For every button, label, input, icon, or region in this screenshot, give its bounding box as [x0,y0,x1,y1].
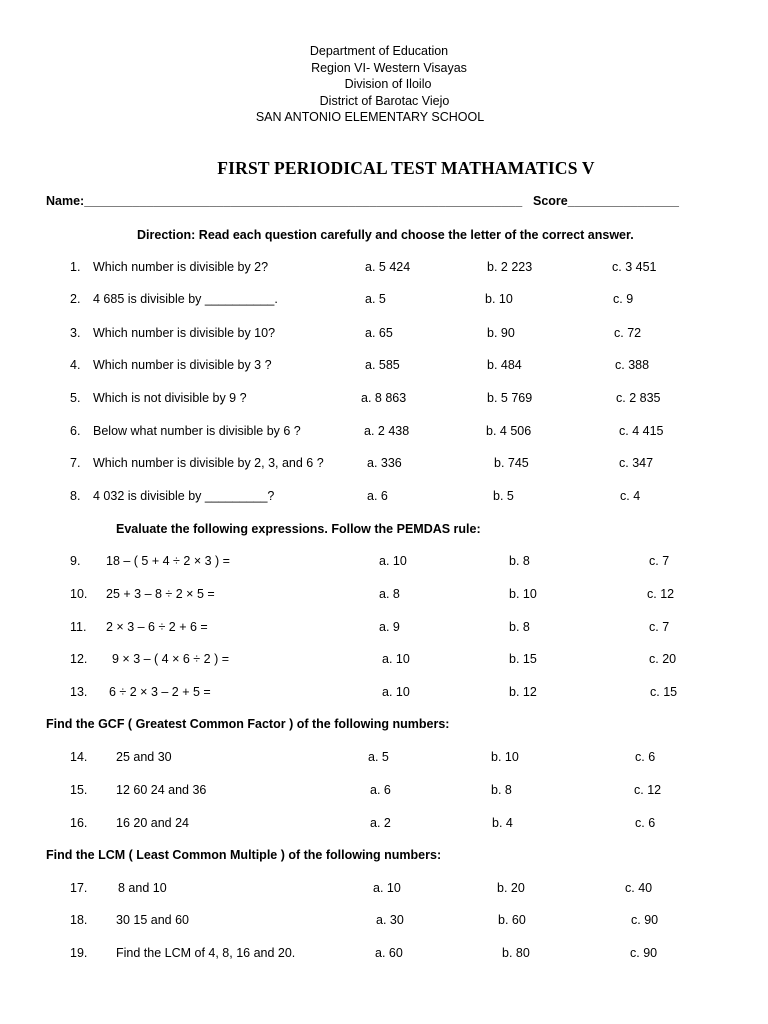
question-text: 4 032 is divisible by _________? [93,489,275,503]
question-number: 5. [70,391,81,405]
question-number: 13. [70,685,88,699]
question-text: Which is not divisible by 9 ? [93,391,247,405]
choice-a: a. 336 [367,456,402,470]
choice-a: a. 9 [379,620,400,634]
choice-c: c. 90 [630,946,658,960]
choice-c: c. 12 [647,587,675,601]
question-row [0,652,768,670]
choice-a: a. 2 [370,816,391,830]
question-row [0,750,768,768]
choice-a: a. 8 [379,587,400,601]
choice-c: c. 7 [649,554,670,568]
question-number: 6. [70,424,81,438]
question-row [0,587,768,605]
choice-b: b. 12 [509,685,537,699]
question-number: 10. [70,587,88,601]
question-number: 9. [70,554,81,568]
question-text: 2 × 3 – 6 ÷ 2 + 6 = [106,620,208,634]
question-text: Which number is divisible by 2? [93,260,269,274]
header-line-region: Region VI- Western Visayas [311,60,467,75]
choice-a: a. 10 [379,554,407,568]
section-heading-lcm: Find the LCM ( Least Common Multiple ) of the following numbers: [46,848,442,862]
choice-b: b. 10 [485,292,513,306]
question-number: 15. [70,783,88,797]
choice-c: c. 3 451 [612,260,657,274]
choice-b: b. 10 [509,587,537,601]
choice-a: a. 5 [365,292,386,306]
directions: Direction: Read each question carefully and choose the letter of the correct answer. [137,228,634,242]
choice-a: a. 65 [365,326,393,340]
choice-b: b. 15 [509,652,537,666]
question-row [0,489,768,507]
question-text: 25 and 30 [116,750,172,764]
choice-a: a. 8 863 [361,391,407,405]
question-row [0,554,768,572]
section-heading-gcf: Find the GCF ( Greatest Common Factor ) of the following numbers: [46,717,450,731]
choice-c: c. 4 [620,489,641,503]
choice-b: b. 8 [491,783,512,797]
choice-b: b. 2 223 [487,260,533,274]
question-text: Which number is divisible by 3 ? [93,358,272,372]
question-row [0,391,768,409]
header-line-department: Department of Education [309,44,449,58]
header-line-district: District of Barotac Viejo [319,93,450,108]
choice-c: c. 388 [615,358,650,372]
question-text: 4 685 is divisible by __________. [93,292,278,306]
choice-a: a. 5 424 [365,260,411,274]
choice-c: c. 12 [634,783,662,797]
question-number: 3. [70,326,81,340]
question-text: 16 20 and 24 [116,816,189,830]
question-row [0,816,768,834]
choice-c: c. 20 [649,652,677,666]
question-text: 18 – ( 5 + 4 ÷ 2 × 3 ) = [106,554,230,568]
choice-a: a. 10 [382,652,410,666]
choice-b: b. 4 [492,816,513,830]
choice-c: c. 7 [649,620,670,634]
choice-a: a. 60 [375,946,403,960]
question-text: 9 × 3 – ( 4 × 6 ÷ 2 ) = [112,652,229,666]
question-number: 17. [70,881,88,895]
question-text: 12 60 24 and 36 [116,783,207,797]
question-row [0,620,768,638]
choice-c: c. 6 [635,750,656,764]
question-text: Find the LCM of 4, 8, 16 and 20. [116,946,296,960]
question-row [0,946,768,964]
question-row [0,685,768,703]
choice-c: c. 4 415 [619,424,664,438]
name-field: Name:_______________________________________________________________ [46,194,523,208]
question-number: 18. [70,913,88,927]
question-row [0,326,768,344]
question-number: 14. [70,750,88,764]
question-number: 8. [70,489,81,503]
test-title: FIRST PERIODICAL TEST MATHAMATICS V [217,158,595,178]
choice-a: a. 2 438 [364,424,410,438]
question-row [0,260,768,278]
header-line-school: SAN ANTONIO ELEMENTARY SCHOOL [255,110,485,124]
choice-a: a. 5 [368,750,389,764]
choice-c: c. 6 [635,816,656,830]
question-text: 8 and 10 [118,881,167,895]
choice-b: b. 20 [497,881,525,895]
choice-c: c. 9 [613,292,634,306]
question-number: 2. [70,292,81,306]
choice-a: a. 30 [376,913,404,927]
choice-a: a. 585 [365,358,400,372]
choice-a: a. 6 [367,489,388,503]
choice-a: a. 10 [382,685,410,699]
choice-c: c. 347 [619,456,654,470]
choice-b: b. 484 [487,358,522,372]
question-number: 16. [70,816,88,830]
question-row [0,456,768,474]
question-number: 1. [70,260,81,274]
question-row [0,881,768,899]
choice-c: c. 72 [614,326,642,340]
header-line-division: Division of Iloilo [344,77,432,91]
question-text: 6 ÷ 2 × 3 – 2 + 5 = [109,685,211,699]
question-row [0,358,768,376]
choice-b: b. 5 [493,489,514,503]
question-row [0,913,768,931]
school-header [0,43,768,126]
choice-a: a. 10 [373,881,401,895]
question-number: 12. [70,652,88,666]
choice-b: b. 80 [502,946,530,960]
choice-b: b. 4 506 [486,424,532,438]
choice-b: b. 8 [509,620,530,634]
choice-c: c. 90 [631,913,659,927]
question-number: 11. [70,620,87,634]
choice-b: b. 5 769 [487,391,533,405]
question-number: 7. [70,456,81,470]
choice-b: b. 745 [494,456,529,470]
score-field: Score________________ [533,194,679,208]
question-text: 30 15 and 60 [116,913,189,927]
question-row [0,424,768,442]
choice-c: c. 2 835 [616,391,661,405]
choice-c: c. 40 [625,881,653,895]
question-number: 4. [70,358,81,372]
question-text: Below what number is divisible by 6 ? [93,424,301,438]
section-heading-pemdas: Evaluate the following expressions. Follow the PEMDAS rule: [116,522,481,536]
question-text: 25 + 3 – 8 ÷ 2 × 5 = [106,587,215,601]
choice-c: c. 15 [650,685,678,699]
question-row [0,783,768,801]
question-number: 19. [70,946,88,960]
choice-b: b. 90 [487,326,515,340]
choice-b: b. 10 [491,750,519,764]
question-text: Which number is divisible by 2, 3, and 6 ? [93,456,324,470]
choice-b: b. 8 [509,554,530,568]
choice-a: a. 6 [370,783,391,797]
question-row [0,292,768,310]
question-text: Which number is divisible by 10? [93,326,276,340]
choice-b: b. 60 [498,913,526,927]
